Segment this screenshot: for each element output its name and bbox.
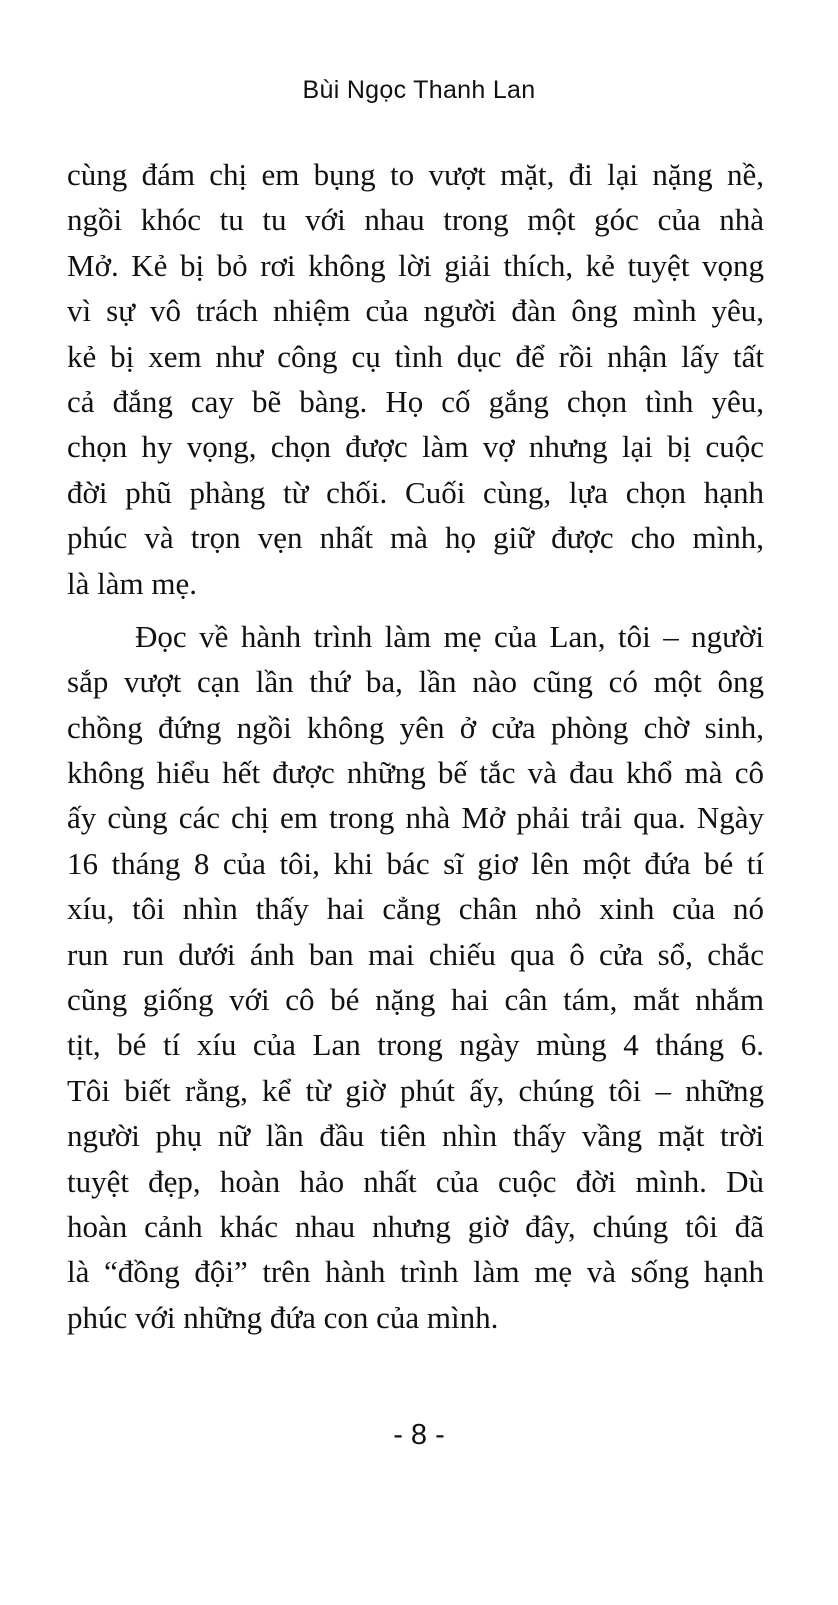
text-line: là “đồng đội” trên hành trình làm mẹ và sống hạnh (67, 1254, 764, 1290)
text-line: Đọc về hành trình làm mẹ của Lan, tôi – người (135, 618, 764, 654)
running-head: Bùi Ngọc Thanh Lan (302, 76, 536, 104)
text-line: vì sự vô trách nhiệm của người đàn ông mình yêu, (67, 293, 764, 329)
text-line: ngồi khóc tu tu với nhau trong một góc của nhà (67, 202, 764, 238)
paragraph-spacer (67, 606, 764, 614)
body-text (67, 152, 764, 1340)
text-line: chồng đứng ngồi không yên ở cửa phòng chờ sinh, (67, 709, 764, 745)
text-line: là làm mẹ. (67, 565, 197, 601)
text-line: Tôi biết rằng, kể từ giờ phút ấy, chúng tôi – những (67, 1072, 764, 1108)
text-line: ấy cùng các chị em trong nhà Mở phải trải qua. Ngày (67, 800, 764, 836)
text-line: tuyệt đẹp, hoàn hảo nhất của cuộc đời mình. Dù (67, 1163, 764, 1199)
text-line: cũng giống với cô bé nặng hai cân tám, mắt nhắm (67, 982, 764, 1018)
text-line: Mở. Kẻ bị bỏ rơi không lời giải thích, kẻ tuyệt vọng (67, 247, 764, 283)
text-line: tịt, bé tí xíu của Lan trong ngày mùng 4 tháng 6. (67, 1027, 764, 1063)
text-line: xíu, tôi nhìn thấy hai cẳng chân nhỏ xinh của nó (67, 891, 764, 927)
text-line: phúc và trọn vẹn nhất mà họ giữ được cho mình, (67, 520, 764, 556)
text-line: chọn hy vọng, chọn được làm vợ nhưng lại bị cuộc (67, 429, 764, 465)
page-number: - 8 - (393, 1419, 445, 1451)
text-line: phúc với những đứa con của mình. (67, 1299, 499, 1335)
text-line: kẻ bị xem như công cụ tình dục để rồi nhận lấy tất (67, 338, 764, 374)
text-line: cả đắng cay bẽ bàng. Họ cố gắng chọn tình yêu, (67, 383, 764, 419)
text-line: 16 tháng 8 của tôi, khi bác sĩ giơ lên một đứa bé tí (67, 845, 764, 881)
text-line: hoàn cảnh khác nhau nhưng giờ đây, chúng tôi đã (67, 1208, 764, 1244)
text-line: đời phũ phàng từ chối. Cuối cùng, lựa chọn hạnh (67, 474, 764, 510)
text-line: cùng đám chị em bụng to vượt mặt, đi lại nặng nề, (67, 157, 764, 192)
paragraph-2 (67, 614, 764, 1340)
text-line: người phụ nữ lần đầu tiên nhìn thấy vầng mặt trời (67, 1118, 764, 1154)
text-line: không hiểu hết được những bế tắc và đau khổ mà cô (67, 755, 764, 791)
text-line: sắp vượt cạn lần thứ ba, lần nào cũng có một ông (67, 664, 764, 700)
text-line: run run dưới ánh ban mai chiếu qua ô cửa sổ, chắc (67, 936, 764, 972)
paragraph-1 (67, 152, 764, 606)
